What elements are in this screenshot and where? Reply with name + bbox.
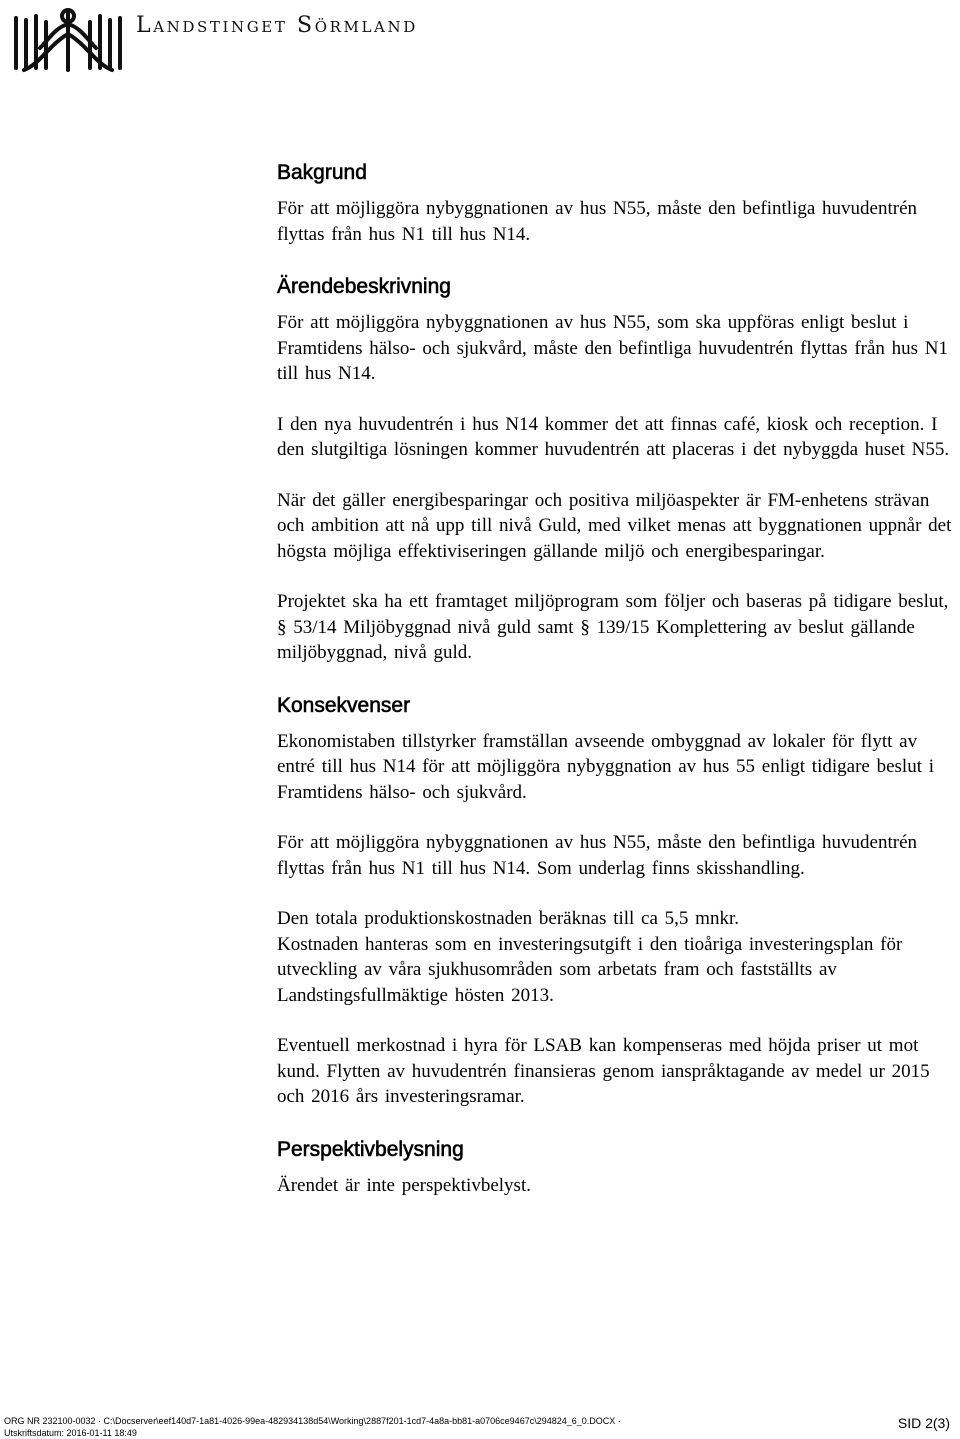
document-body bbox=[277, 158, 957, 1198]
paragraph-konsekvenser-1: Ekonomistaben tillstyrker framställan avseende ombyggnad av lokaler för flytt av entré till hus N14 för att möjliggöra nybyggnation av hus 55 enligt tidigare beslut i Framtidens hälso- och sjukvård. bbox=[277, 730, 935, 803]
heading-perspektivbelysning: Perspektivbelysning bbox=[277, 1137, 464, 1161]
heading-konsekvenser: Konsekvenser bbox=[277, 693, 411, 717]
paragraph-arende-4: Projektet ska ha ett framtaget miljöprogram som följer och baseras på tidigare beslut, § 53/14 Miljöbyggnad nivå guld samt § 139/15 Komplettering av beslut gällande miljöbyggnad, nivå guld. bbox=[277, 591, 949, 663]
paragraph-bakgrund: För att möjliggöra nybyggnationen av hus N55, måste den befintliga huvudentrén flyttas från hus N1 till hus N14. bbox=[277, 198, 918, 245]
paragraph-arende-3: När det gäller energibesparingar och positiva miljöaspekter är FM-enhetens strävan och ambition att nå upp till nivå Guld, med vilket menas att byggnationen uppnår det högsta möjliga effektiviseringen gällande miljö och energibesparingar. bbox=[277, 489, 952, 562]
paragraph-konsekvenser-4: Eventuell merkostnad i hyra för LSAB kan kompenseras med höjda priser ut mot kund. Flytten av huvudentrén finansieras genom ianspråktagande av medel ur 2015 och 2016 års investeringsramar. bbox=[277, 1035, 930, 1107]
tree-logo-icon bbox=[10, 4, 126, 74]
footer-print-date: Utskriftsdatum: 2016-01-11 18:49 bbox=[4, 1428, 137, 1438]
heading-arendebeskrivning: Ärendebeskrivning bbox=[277, 275, 451, 298]
paragraph-konsekvenser-2: För att möjliggöra nybyggnationen av hus N55, måste den befintliga huvudentrén flyttas från hus N1 till hus N14. Som underlag finns skisshandling. bbox=[277, 832, 918, 879]
heading-bakgrund: Bakgrund bbox=[277, 161, 367, 184]
footer-org-path: ORG NR 232100-0032 · C:\Docserver\eef140d7-1a81-4026-99ea-482934138d54\Working\2887f201-1cd7-4a8a-bb81-a0706ce9467c\294824_6_0.DOCX · bbox=[4, 1416, 621, 1426]
paragraph-arende-2: I den nya huvudentrén i hus N14 kommer det att finnas café, kiosk och reception. I den slutgiltiga lösningen kommer huvudentrén att placeras i det nybyggda huset N55. bbox=[277, 413, 950, 460]
paragraph-perspektivbelysning: Ärendet är inte perspektivbelyst. bbox=[277, 1174, 531, 1196]
paragraph-arende-1: För att möjliggöra nybyggnationen av hus N55, som ska uppföras enligt beslut i Framtidens hälso- och sjukvård, måste den befintliga huvudentrén flyttas från hus N1 till hus N14. bbox=[277, 312, 949, 384]
organization-name: Landstinget Sörmland bbox=[136, 13, 418, 38]
footer-meta bbox=[4, 1415, 621, 1439]
page-number: SID 2(3) bbox=[897, 1415, 950, 1431]
paragraph-konsekvenser-3a: Den totala produktionskostnaden beräknas till ca 5,5 mnkr. bbox=[277, 908, 739, 929]
paragraph-konsekvenser-3b: Kostnaden hanteras som en investeringsutgift i den tioåriga investeringsplan för utveckling av våra sjukhusområden som arbetats fram och fastställts av Landstingsfullmäktige hösten 2013. bbox=[277, 933, 903, 1006]
